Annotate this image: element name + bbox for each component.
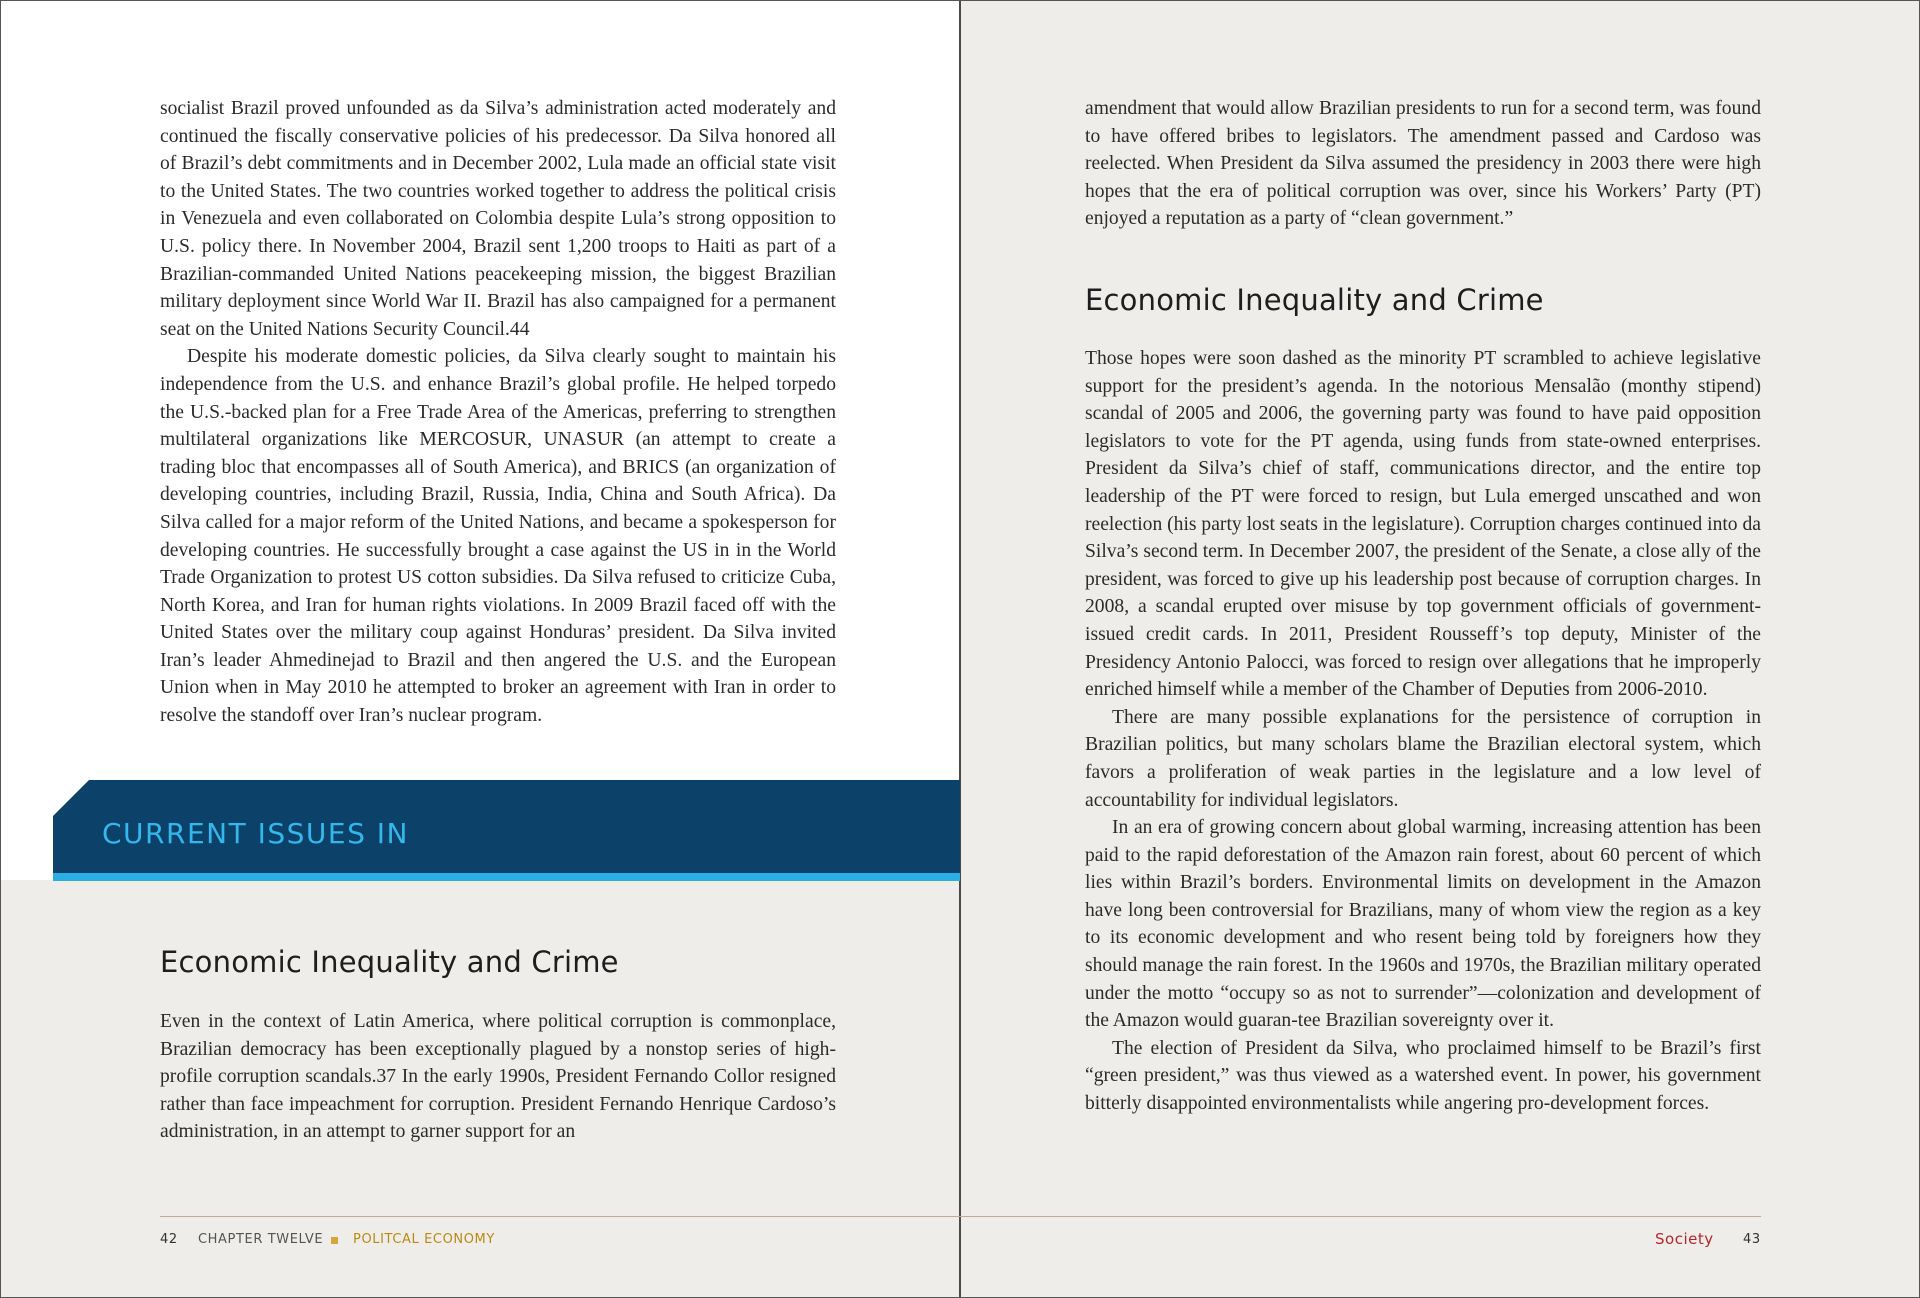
right-page-number: 43 (1743, 1232, 1761, 1247)
left-bottom-text (160, 1008, 836, 1146)
banner-stripe (53, 873, 960, 881)
paragraph: In an era of growing concern about global warming, increasing attention has been paid to the rapid deforestation of the Amazon rain forest, about 60 percent of which lies within Brazil’s borders. Environmental limits on development in the Amazon have long been controversial for Brazilians, many of whom view the region as a key to its economic development and who resent being told by foreigners how they should manage the rain forest. In the 1960s and 1970s, the Brazilian military operated under the motto “occupy so as not to surrender”—colonization and development of the Amazon would guaran-tee Brazilian sovereignty over it. (1085, 817, 1761, 1032)
footer-bullet-icon (331, 1237, 338, 1244)
footer-rule (160, 1216, 1761, 1217)
banner-title: CURRENT ISSUES IN (102, 817, 409, 850)
section-heading-right: Economic Inequality and Crime (1085, 283, 1544, 317)
paragraph: Even in the context of Latin America, where political corruption is commonplace, Brazilian democracy has been exceptionally plagued by a nonstop series of high-profile corruption scandals.37 In the early 1990s, President Fernando Collor resigned rather than face impeachment for corruption. President Fernando Henrique Cardoso’s administration, in an attempt to garner support for an (160, 1011, 836, 1143)
paragraph: amendment that would allow Brazilian presidents to run for a second term, was found to have offered bribes to legislators. The amendment passed and Cardoso was reelected. When President da Silva assumed the presidency in 2003 there were high hopes that the era of political corruption was over, since his Workers’ Party (PT) enjoyed a reputation as a party of “clean government.” (1085, 98, 1761, 230)
footer-chapter: CHAPTER TWELVE (198, 1232, 324, 1247)
right-top-text (1085, 95, 1761, 233)
left-page-number: 42 (160, 1232, 178, 1247)
paragraph: socialist Brazil proved unfounded as da Silva’s administration acted moderately and continued the fiscally conservative policies of his predecessor. Da Silva honored all of Brazil’s debt commitments and in December 2002, Lula made an official state visit to the United States. The two countries worked together to address the political crisis in Venezuela and even collaborated on Colombia despite Lula’s strong opposition to U.S. policy there. In November 2004, Brazil sent 1,200 troops to Haiti as part of a Brazilian-commanded United Nations peacekeeping mission, the biggest Brazilian military deployment since World War II. Brazil has also campaigned for a permanent seat on the United Nations Security Council.44 (160, 98, 836, 340)
page-gutter (959, 0, 961, 1298)
left-top-text (160, 95, 836, 730)
paragraph: Despite his moderate domestic policies, da Silva clearly sought to maintain his independence from the U.S. and enhance Brazil’s global profile. He helped torpedo the U.S.-backed plan for a Free Trade Area of the Americas, preferring to strengthen multilateral organizations like MERCOSUR, UNASUR (an attempt to create a trading bloc that encompasses all of South America), and BRICS (an organization of developing countries, including Brazil, Russia, India, China and South Africa). Da Silva called for a major reform of the United Nations, and became a spokesperson for developing countries. He successfully brought a case against the US in in the World Trade Organization to protest US cotton subsidies. Da Silva refused to criticize Cuba, North Korea, and Iran for human rights violations. In 2009 Brazil faced off with the United States over the military coup against Honduras’ president. Da Silva invited Iran’s leader Ahmedinejad to Brazil and then angered the U.S. and the European Union when in May 2010 he attempted to broker an agreement with Iran in order to resolve the standoff over Iran’s nuclear program. (160, 346, 836, 727)
footer-right-section: Society (1655, 1230, 1714, 1248)
right-body-text (1085, 345, 1761, 1118)
section-heading-left: Economic Inequality and Crime (160, 945, 619, 979)
paragraph: The election of President da Silva, who proclaimed himself to be Brazil’s first “green president,” was thus viewed as a watershed event. In power, his government bitterly disappointed environmentalists while angering pro-development forces. (1085, 1037, 1761, 1115)
paragraph: There are many possible explanations for the persistence of corruption in Brazilian politics, but many scholars blame the Brazilian electoral system, which favors a proliferation of weak parties in the legislature and a low level of accountability for individual legislators. (1085, 706, 1761, 811)
footer-section: POLITCAL ECONOMY (353, 1232, 495, 1247)
paragraph: Those hopes were soon dashed as the minority PT scrambled to achieve legislative support for the president’s agenda. In the notorious Mensalão (monthy stipend) scandal of 2005 and 2006, the governing party was found to have paid opposition legislators to vote for the PT agenda, using funds from state-owned enterprises. President da Silva’s chief of staff, communications director, and the entire top leadership of the PT were forced to resign, but Lula emerged unscathed and won reelection (his party lost seats in the legislature). Corruption charges continued into da Silva’s second term. In December 2007, the president of the Senate, a close ally of the president, was forced to give up his leadership post because of corruption charges. In 2008, a scandal erupted over misuse by top government officials of government-issued credit cards. In 2011, President Rousseff’s top deputy, Minister of the Presidency Antonio Palocci, was forced to resign over allegations that he improperly enriched himself while a member of the Chamber of Deputies from 2006-2010. (1085, 348, 1761, 701)
